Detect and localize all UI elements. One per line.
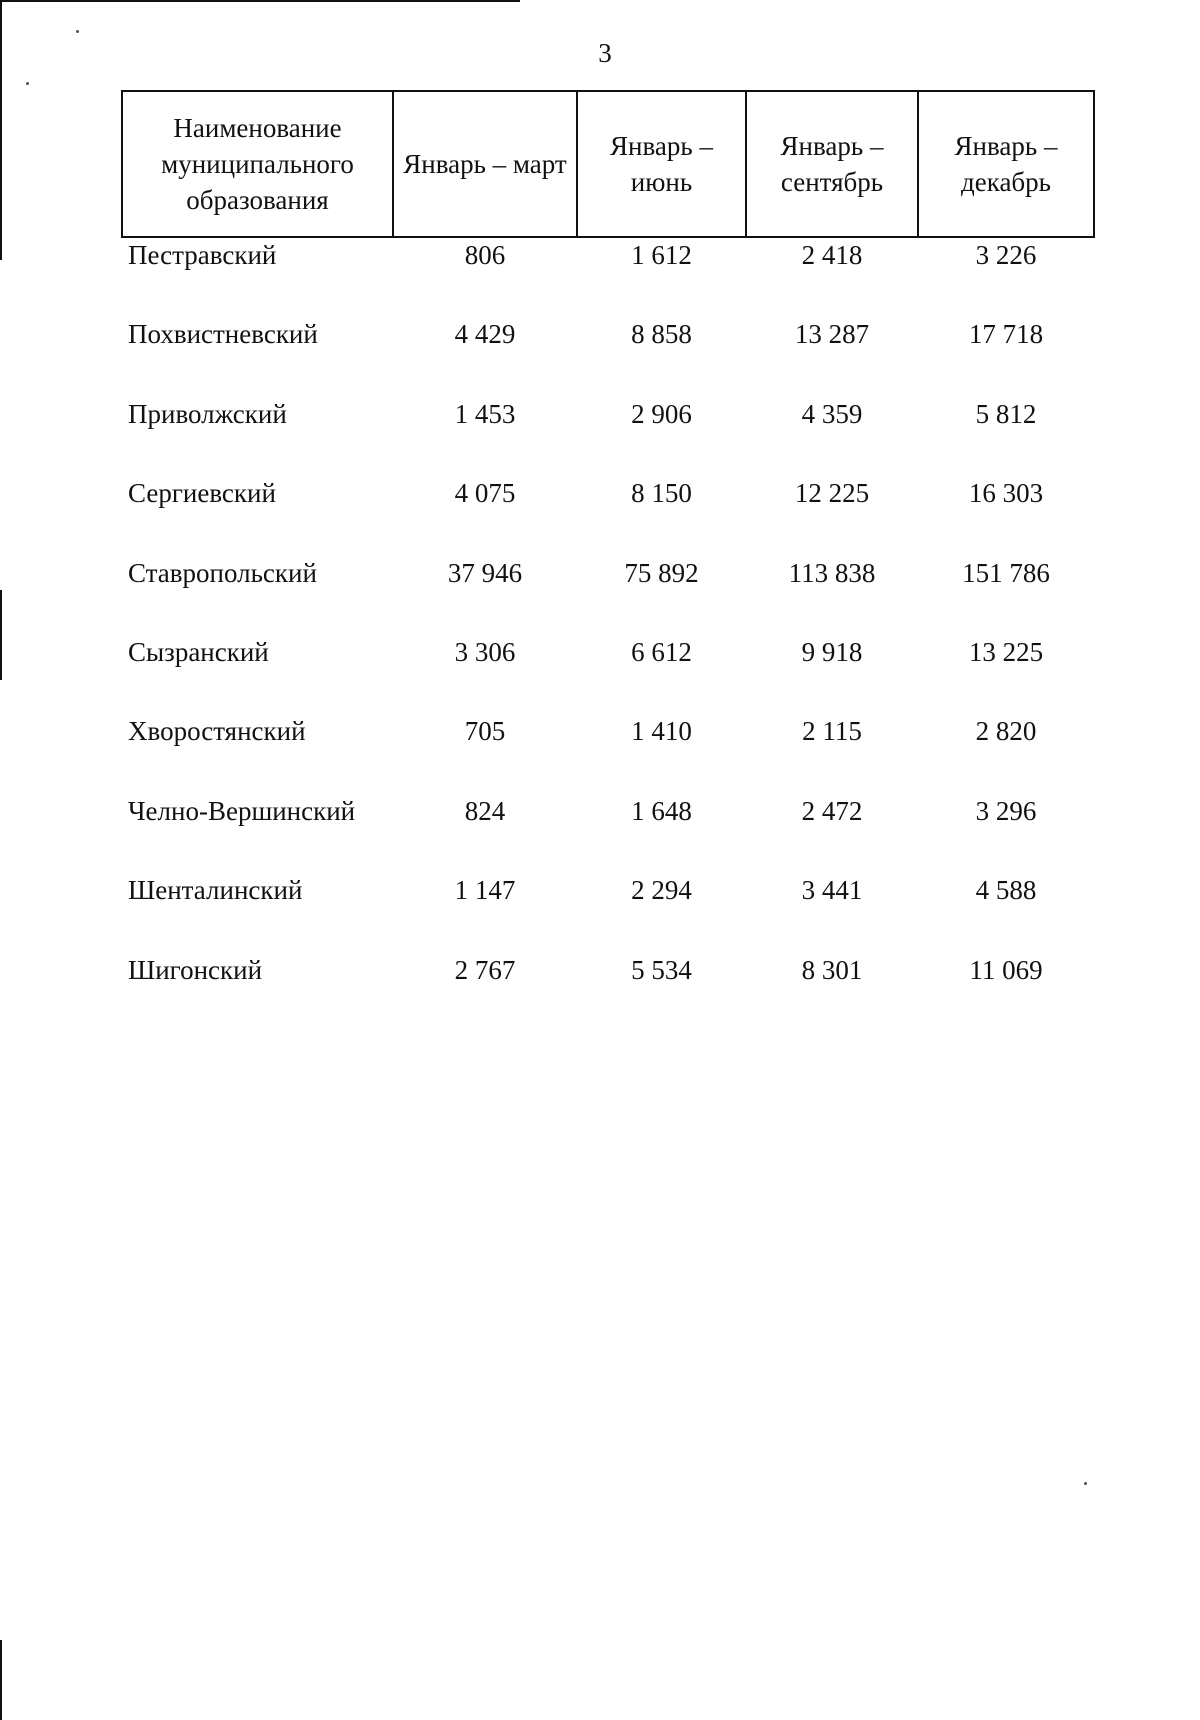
value-jan-jun: 2 906 xyxy=(631,398,692,429)
value-jan-mar: 4 429 xyxy=(454,319,516,350)
value-jan-jun: 2 294 xyxy=(631,875,692,906)
header-jan-jun: Январь – июнь xyxy=(577,91,746,237)
municipality-name: Сергиевский xyxy=(128,478,276,509)
value-jan-jun: 1 648 xyxy=(631,795,692,826)
value-jan-mar: 705 xyxy=(464,716,506,747)
table-row xyxy=(122,714,1094,793)
value-jan-jun: 1 612 xyxy=(631,240,692,270)
header-municipality: Наименование муниципального образования xyxy=(122,91,393,237)
value-jan-mar: 806 xyxy=(464,240,506,270)
table-row xyxy=(122,873,1094,952)
table-row xyxy=(122,556,1094,635)
scan-speck xyxy=(26,82,29,85)
value-jan-sep: 2 418 xyxy=(801,240,863,270)
table-row xyxy=(122,794,1094,873)
value-jan-jun: 8 150 xyxy=(631,478,692,509)
municipality-name: Приволжский xyxy=(128,398,287,429)
municipality-name: Ставропольский xyxy=(128,557,317,588)
value-jan-mar: 4 075 xyxy=(454,478,516,509)
municipality-name: Шигонский xyxy=(128,954,263,985)
municipality-name: Похвистневский xyxy=(128,319,318,350)
value-jan-dec: 2 820 xyxy=(975,716,1037,747)
value-jan-mar: 3 306 xyxy=(454,636,516,667)
value-jan-mar: 2 767 xyxy=(454,954,516,985)
scan-speck xyxy=(1084,1482,1087,1485)
table-row xyxy=(122,317,1094,396)
scan-left-edge-bottom xyxy=(0,1640,2,1720)
value-jan-dec: 5 812 xyxy=(975,398,1037,429)
value-jan-dec: 16 303 xyxy=(968,478,1044,509)
value-jan-sep: 3 441 xyxy=(801,875,863,906)
header-row xyxy=(122,91,1094,237)
value-jan-jun: 6 612 xyxy=(631,636,692,667)
table-header xyxy=(122,91,1094,237)
value-jan-sep: 113 838 xyxy=(788,557,876,588)
value-jan-mar: 824 xyxy=(464,795,506,826)
scan-speck xyxy=(76,30,79,33)
table-body xyxy=(122,237,1094,1032)
value-jan-sep: 2 115 xyxy=(802,716,862,747)
value-jan-jun: 5 534 xyxy=(631,954,692,985)
value-jan-dec: 3 296 xyxy=(975,795,1037,826)
value-jan-dec: 13 225 xyxy=(968,636,1044,667)
value-jan-jun: 1 410 xyxy=(631,716,692,747)
table-row xyxy=(122,476,1094,555)
scan-left-edge-mid xyxy=(0,590,2,680)
page-number: 3 xyxy=(598,38,612,68)
table-row xyxy=(122,237,1094,317)
table-row xyxy=(122,397,1094,476)
value-jan-sep: 12 225 xyxy=(794,478,870,509)
table-row xyxy=(122,953,1094,1032)
value-jan-jun: 8 858 xyxy=(631,319,692,350)
value-jan-mar: 1 147 xyxy=(454,875,516,906)
table-row xyxy=(122,635,1094,714)
value-jan-sep: 13 287 xyxy=(794,319,870,350)
value-jan-dec: 151 786 xyxy=(962,557,1050,588)
header-jan-mar: Январь – март xyxy=(393,91,577,237)
municipality-name: Хворостянский xyxy=(128,716,306,747)
value-jan-dec: 17 718 xyxy=(968,319,1044,350)
value-jan-sep: 9 918 xyxy=(801,636,863,667)
value-jan-sep: 8 301 xyxy=(801,954,863,985)
value-jan-sep: 2 472 xyxy=(801,795,863,826)
municipality-name: Шенталинский xyxy=(128,875,303,906)
header-jan-sep: Январь – сентябрь xyxy=(746,91,918,237)
municipality-name: Сызранский xyxy=(128,636,269,667)
value-jan-mar: 37 946 xyxy=(447,557,523,588)
value-jan-jun: 75 892 xyxy=(624,557,699,588)
municipal-data-table xyxy=(121,90,1095,1032)
value-jan-dec: 11 069 xyxy=(969,954,1043,985)
value-jan-mar: 1 453 xyxy=(454,398,516,429)
value-jan-dec: 3 226 xyxy=(975,240,1037,270)
value-jan-sep: 4 359 xyxy=(801,398,863,429)
value-jan-dec: 4 588 xyxy=(975,875,1037,906)
municipality-name: Челно-Вершинский xyxy=(128,795,356,826)
header-jan-dec: Январь – декабрь xyxy=(918,91,1094,237)
municipality-name: Пестравский xyxy=(128,240,277,270)
scan-top-line xyxy=(0,0,520,2)
